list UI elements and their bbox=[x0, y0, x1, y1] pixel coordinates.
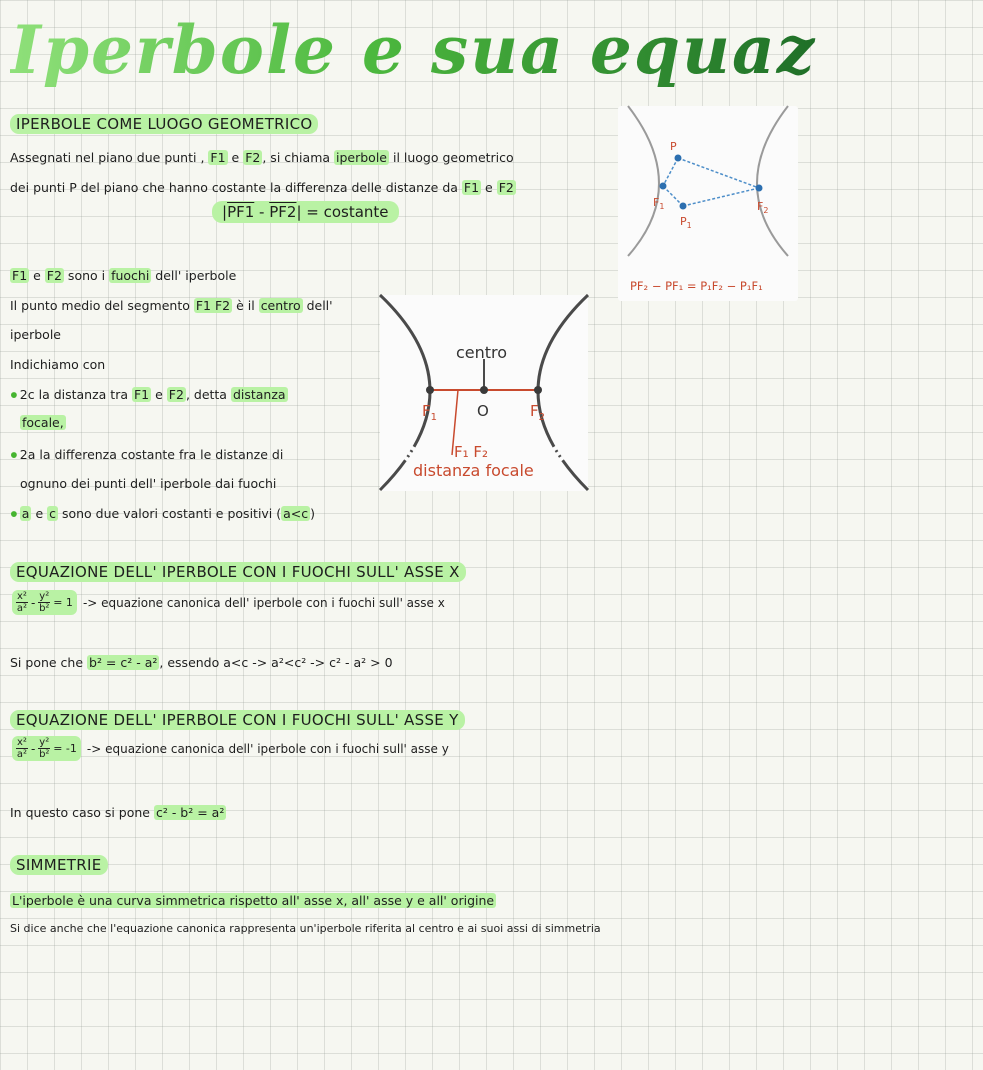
canonical-equation-x: $\frac{\text{x²}}{\text{a²}}$ - $\frac{\text{y²}}{\text{b²}}$ = 1 bbox=[12, 590, 77, 615]
segment-p1f2 bbox=[683, 188, 759, 206]
focus-f2 bbox=[756, 185, 763, 192]
centre-o bbox=[480, 386, 488, 394]
section-heading-luogo bbox=[10, 115, 318, 133]
section-heading-simmetrie: SIMMETRIE bbox=[10, 856, 108, 874]
section-heading-asse-x: EQUAZIONE DELL' IPERBOLE CON I FUOCHI SULL' ASSE X bbox=[10, 563, 466, 581]
hyperbola-points-figure bbox=[618, 106, 798, 301]
equation-asse-y: $\frac{\text{x²}}{\text{a²}}$ - $\frac{\text{y²}}{\text{b²}}$ = -1 -> equazione canonica dell' iperbole con i fuochi sull' asse y bbox=[12, 736, 449, 761]
definition-line-2: dei punti P del piano che hanno costante la differenza delle distanze da F1 e F2 bbox=[10, 180, 514, 195]
label-centro: centro bbox=[456, 343, 508, 362]
bullet-2a: •2a la differenza costante fra le distanze di bbox=[8, 443, 284, 468]
point-p bbox=[675, 155, 682, 162]
keyword-distanza: distanza bbox=[232, 387, 286, 402]
bullet-2a-cont: ognuno dei punti dell' iperbole dai fuochi bbox=[20, 476, 277, 491]
bullet-2c-cont bbox=[20, 408, 66, 437]
bullet-2c: •2c la distanza tra F1 e F2 , detta distanza bbox=[8, 383, 286, 408]
segment-pf2 bbox=[678, 158, 759, 188]
keyword-centro: centro bbox=[260, 298, 301, 313]
keyword-fuochi: fuochi bbox=[111, 268, 150, 283]
keyword-iperbole: iperbole bbox=[336, 150, 387, 165]
label-o: O bbox=[477, 402, 489, 420]
point-p1 bbox=[680, 203, 687, 210]
centro-line-cont: iperbole bbox=[10, 327, 61, 342]
heading-highlight: IPERBOLE COME LUOGO GEOMETRICO bbox=[10, 114, 318, 134]
label-f2: $F_2$ bbox=[757, 200, 769, 215]
hyperbola-points-diagram bbox=[618, 106, 798, 301]
label-p1: $P_1$ bbox=[680, 215, 692, 230]
label-f1f2: F₁ F₂ bbox=[454, 443, 489, 461]
label-f2: $F_2$ bbox=[530, 402, 546, 423]
caso-line: In questo caso si pone c² - b² = a² bbox=[10, 805, 225, 820]
pone-line: Si pone che b² = c² - a² , essendo a<c -> a²<c² -> c² - a² > 0 bbox=[10, 655, 393, 670]
centro-line: Il punto medio del segmento F1 F2 è il centro dell' bbox=[10, 298, 333, 313]
hyperbola-centre-figure bbox=[380, 295, 588, 491]
simmetrie-line-1: L'iperbole è una curva simmetrica rispetto all' asse x, all' asse y e all' origine bbox=[12, 893, 495, 908]
canonical-equation-y: $\frac{\text{x²}}{\text{a²}}$ - $\frac{\text{y²}}{\text{b²}}$ = -1 bbox=[12, 736, 81, 761]
simmetrie-line-2: Si dice anche che l'equazione canonica rappresenta un'iperbole riferita al centro e ai suoi assi di simmetria bbox=[10, 922, 601, 935]
figure-caption: PF₂ − PF₁ = P₁F₂ − P₁F₁ bbox=[630, 279, 763, 293]
focus-f2 bbox=[534, 386, 542, 394]
equation-asse-x: $\frac{\text{x²}}{\text{a²}}$ - $\frac{\text{y²}}{\text{b²}}$ = 1 -> equazione canonica dell' iperbole con i fuochi sull' asse x bbox=[12, 590, 445, 615]
segment-p1f1 bbox=[663, 186, 683, 206]
indichiamo-line: Indichiamo con bbox=[10, 357, 106, 372]
constant-difference-formula: |PF1 - PF2| = costante bbox=[212, 202, 399, 221]
bullet-ac: • a e c sono due valori costanti e positivi ( a<c ) bbox=[8, 502, 316, 527]
label-distanza-focale: distanza focale bbox=[413, 461, 534, 480]
page-title: Iperbole e sua equazione bbox=[10, 0, 818, 100]
section-heading-asse-y: EQUAZIONE DELL' IPERBOLE CON I FUOCHI SULL' ASSE Y bbox=[10, 711, 465, 729]
right-branch bbox=[757, 106, 788, 256]
label-f1: $F_1$ bbox=[422, 402, 438, 423]
left-branch bbox=[628, 106, 659, 256]
segment-pf1 bbox=[663, 158, 678, 186]
definition-line-1: Assegnati nel piano due punti , F1 e F2 , si chiama iperbole il luogo geometrico bbox=[10, 150, 514, 165]
fuochi-line: F1 e F2 sono i fuochi dell' iperbole bbox=[12, 268, 237, 283]
label-f1: $F_1$ bbox=[653, 196, 665, 211]
focus-f1 bbox=[426, 386, 434, 394]
focus-f1 bbox=[660, 183, 667, 190]
hyperbola-centre-diagram bbox=[380, 295, 588, 491]
label-p: P bbox=[670, 140, 677, 153]
keyword-focale: focale, bbox=[22, 415, 64, 430]
right-branch bbox=[538, 295, 588, 490]
